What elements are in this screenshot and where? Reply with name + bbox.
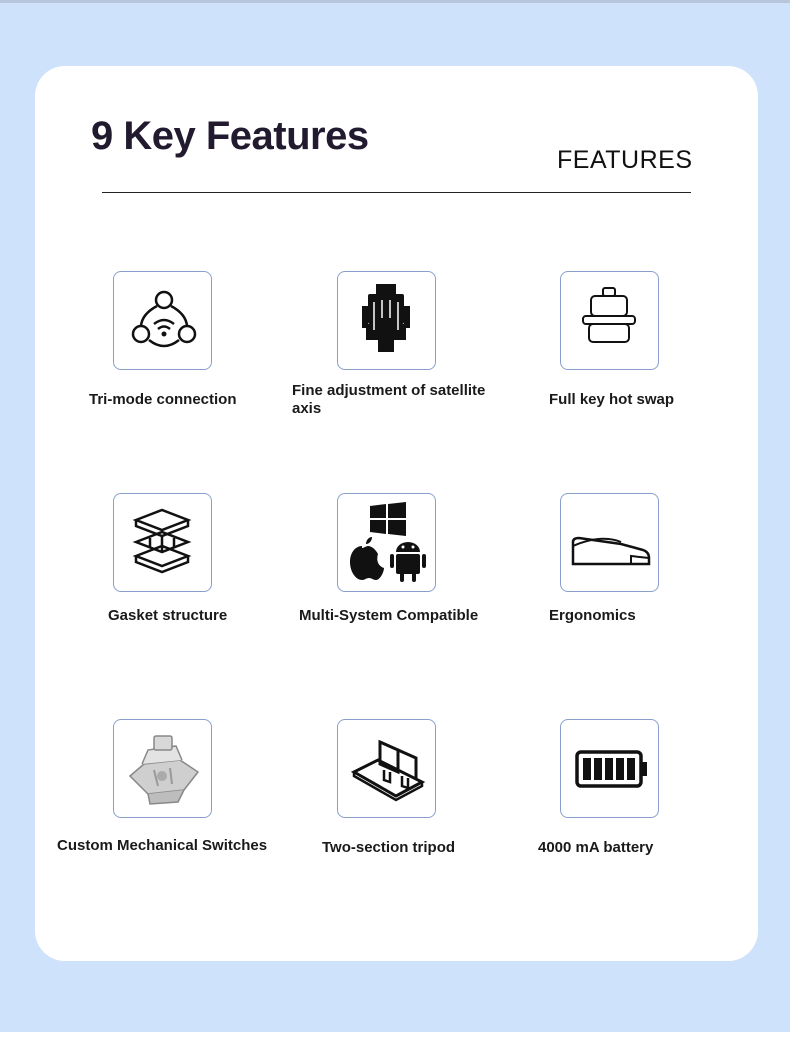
gasket-icon — [114, 494, 210, 590]
feature-satellite-axis — [337, 271, 436, 370]
feature-label: Fine adjustment of satellite axis — [292, 382, 486, 417]
feature-label: Tri-mode connection — [89, 391, 237, 408]
feature-tri-mode — [113, 271, 212, 370]
tri-mode-icon — [114, 272, 210, 368]
battery-icon — [561, 720, 657, 816]
tripod-icon — [338, 720, 434, 816]
feature-hot-swap — [560, 271, 659, 370]
feature-label: Multi-System Compatible — [299, 607, 479, 624]
divider — [102, 192, 691, 193]
feature-multi-system — [337, 493, 436, 592]
feature-ergonomics — [560, 493, 659, 592]
hot-swap-icon — [561, 272, 657, 368]
feature-switch — [113, 719, 212, 818]
page-title: 9 Key Features — [91, 114, 369, 158]
features-card — [35, 66, 758, 961]
multi-system-icon — [338, 494, 434, 590]
feature-label: Two-section tripod — [322, 839, 456, 856]
section-label: FEATURES — [557, 146, 693, 174]
feature-gasket — [113, 493, 212, 592]
feature-tripod — [337, 719, 436, 818]
feature-battery — [560, 719, 659, 818]
feature-label: Ergonomics — [549, 607, 636, 624]
switch-icon — [114, 720, 210, 816]
feature-label: Custom Mechanical Switches — [57, 837, 268, 854]
satellite-axis-icon — [338, 272, 434, 368]
feature-label: 4000 mA battery — [538, 839, 654, 856]
feature-label: Full key hot swap — [549, 391, 675, 408]
ergonomics-icon — [561, 494, 657, 590]
feature-label: Gasket structure — [108, 607, 228, 624]
